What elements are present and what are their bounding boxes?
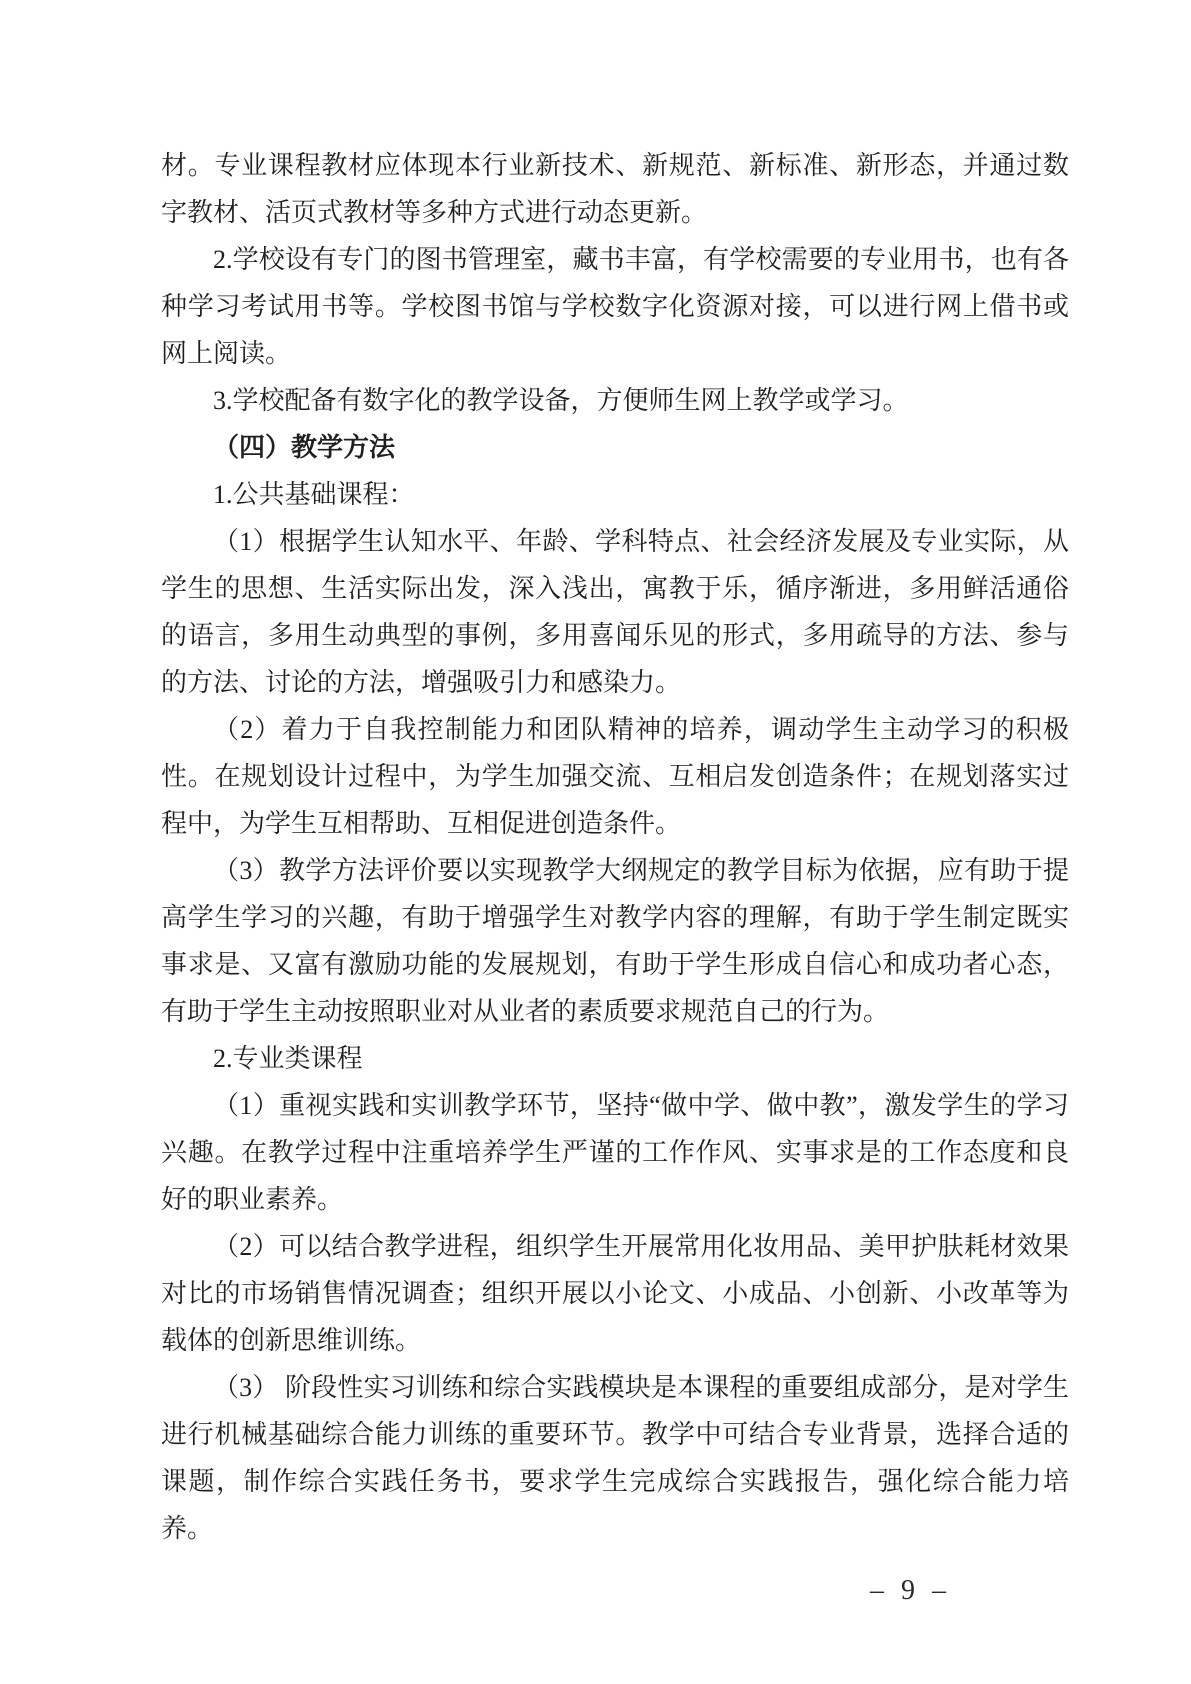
paragraph: （1）重视实践和实训教学环节，坚持“做中学、做中教”，激发学生的学习兴趣。在教学过程中注重培养学生严谨的工作作风、实事求是的工作态度和良好的职业素养。	[161, 1091, 1069, 1214]
paragraph: 3.学校配备有数字化的教学设备，方便师生网上教学或学习。	[213, 386, 909, 415]
paragraph: 2.专业类课程	[213, 1044, 363, 1073]
paragraph: （2）可以结合教学进程，组织学生开展常用化妆用品、美甲护肤耗材效果对比的市场销售情况调查；组织开展以小论文、小成品、小创新、小改革等为载体的创新思维训练。	[161, 1232, 1069, 1355]
paragraph: （1）根据学生认知水平、年龄、学科特点、社会经济发展及专业实际，从学生的思想、生活实际出发，深入浅出，寓教于乐，循序渐进，多用鲜活通俗的语言，多用生动典型的事例，多用喜闻乐见的形式，多用疏导的方法、参与的方法、讨论的方法，增强吸引力和感染力。	[161, 527, 1069, 697]
paragraph: 1.公共基础课程：	[213, 480, 415, 509]
section-heading: （四）教学方法	[213, 433, 396, 462]
paragraph: （3）教学方法评价要以实现教学大纲规定的教学目标为依据，应有助于提高学生学习的兴趣，有助于增强学生对教学内容的理解，有助于学生制定既实事求是、又富有激励功能的发展规划，有助于学生形成自信心和成功者心态，有助于学生主动按照职业对从业者的素质要求规范自己的行为。	[161, 856, 1069, 1026]
document-body	[161, 142, 1069, 1552]
page-number: – 9 –	[870, 1575, 951, 1606]
paragraph: 材。专业课程教材应体现本行业新技术、新规范、新标准、新形态，并通过数字教材、活页式教材等多种方式进行动态更新。	[161, 151, 1069, 227]
paragraph: （2）着力于自我控制能力和团队精神的培养，调动学生主动学习的积极性。在规划设计过程中，为学生加强交流、互相启发创造条件；在规划落实过程中，为学生互相帮助、互相促进创造条件。	[161, 715, 1069, 838]
paragraph: （3） 阶段性实习训练和综合实践模块是本课程的重要组成部分，是对学生进行机械基础综合能力训练的重要环节。教学中可结合专业背景，选择合适的课题，制作综合实践任务书，要求学生完成综合实践报告，强化综合能力培养。	[161, 1373, 1069, 1543]
paragraph: 2.学校设有专门的图书管理室，藏书丰富，有学校需要的专业用书，也有各种学习考试用书等。学校图书馆与学校数字化资源对接，可以进行网上借书或网上阅读。	[161, 245, 1069, 368]
